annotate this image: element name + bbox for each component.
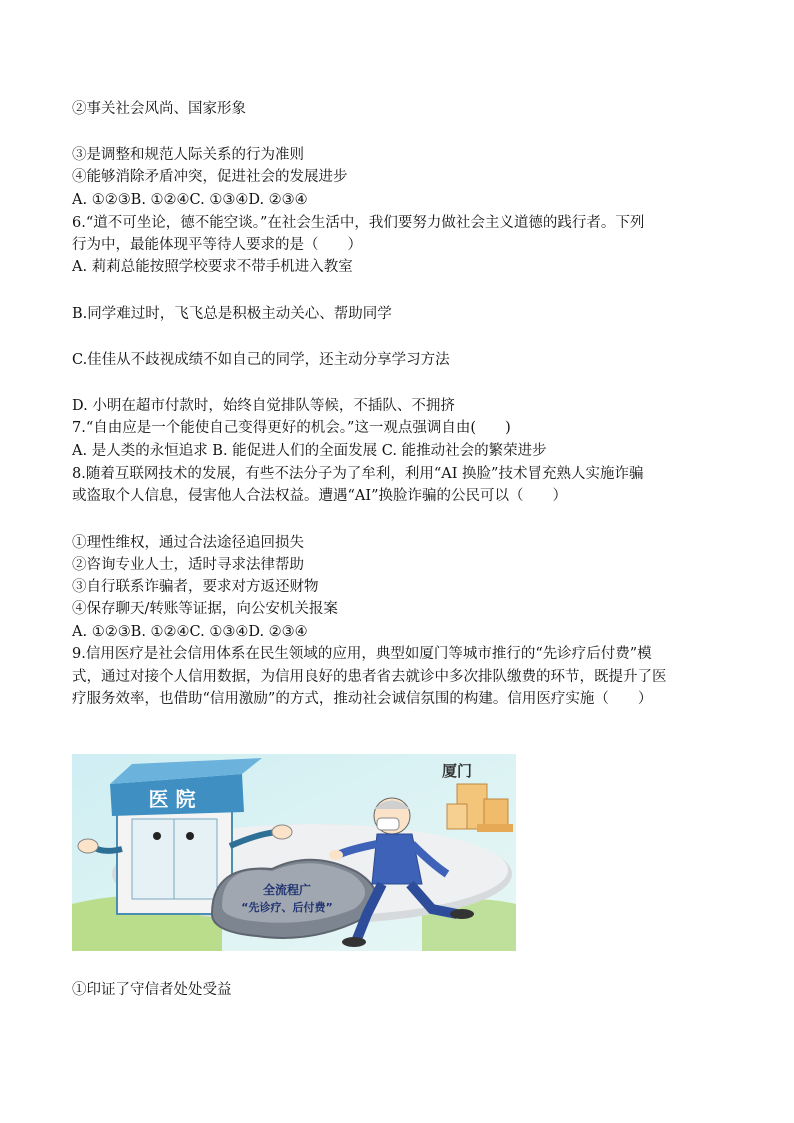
text-line-20: 9.信用医疗是社会信用体系在民生领域的应用，典型如厦门等城市推行的“先诊疗后付费”模 <box>72 646 652 662</box>
city-label: 厦门 <box>442 762 473 780</box>
hospital-sign: 医 院 <box>148 787 196 811</box>
text-line-14: 或盗取个人信息，侵害他人合法权益。遭遇“AI”换脸诈骗的公民可以（ ） <box>72 488 568 504</box>
text-line-21: 式，通过对接个人信用数据，为信用良好的患者省去就诊中多次排队缴费的环节，既提升了医 <box>72 669 667 685</box>
text-line-12: A. 是人类的永恒追求 B. 能促进人们的全面发展 C. 能推动社会的繁荣进步 <box>72 443 547 459</box>
text-line-8: B.同学难过时，飞飞总是积极主动关心、帮助同学 <box>72 306 392 322</box>
text-line-9: C.佳佳从不歧视成绩不如自己的同学，还主动分享学习方法 <box>72 352 450 368</box>
text-line-18: ④保存聊天/转账等证据，向公安机关报案 <box>72 601 338 617</box>
text-line-7: A. 莉莉总能按照学校要求不带手机进入教室 <box>72 259 353 275</box>
text-line-13: 8.随着互联网技术的发展，有些不法分子为了牟利，利用“AI 换脸”技术冒充熟人实施诈骗 <box>72 466 644 482</box>
text-line-10: D. 小明在超市付款时，始终自觉排队等候，不插队、不拥挤 <box>72 398 455 414</box>
text-line-3: ④能够消除矛盾冲突，促进社会的发展进步 <box>72 169 348 185</box>
text-line-4: A. ①②③B. ①②④C. ①③④D. ②③④ <box>72 192 308 208</box>
text-line-5: 6.“道不可坐论，德不能空谈。”在社会生活中，我们要努力做社会主义道德的践行者。下列 <box>72 215 645 231</box>
text-line-1: ②事关社会风尚、国家形象 <box>72 101 246 117</box>
text-line-15: ①理性维权，通过合法途径追回损失 <box>72 535 304 551</box>
text-line-2: ③是调整和规范人际关系的行为准则 <box>72 147 304 163</box>
text-line-16: ②咨询专业人士，适时寻求法律帮助 <box>72 557 304 573</box>
text-line-22: 疗服务效率，也借助“信用激励”的方式，推动社会诚信氛围的构建。信用医疗实施（ ） <box>72 691 653 707</box>
illustration-credit-medical <box>72 754 516 951</box>
text-line-11: 7.“自由应是一个能使自己变得更好的机会。”这一观点强调自由( ) <box>72 420 511 436</box>
slogan-line-2: “先诊疗、后付费” <box>241 901 333 914</box>
text-line-19: A. ①②③B. ①②④C. ①③④D. ②③④ <box>72 624 308 640</box>
text-line-6: 行为中，最能体现平等待人要求的是（ ） <box>72 237 362 253</box>
slogan-line-1: 全流程广 <box>262 883 312 897</box>
text-line-23: ①印证了守信者处处受益 <box>72 982 232 998</box>
text-line-17: ③自行联系诈骗者，要求对方返还财物 <box>72 579 319 595</box>
